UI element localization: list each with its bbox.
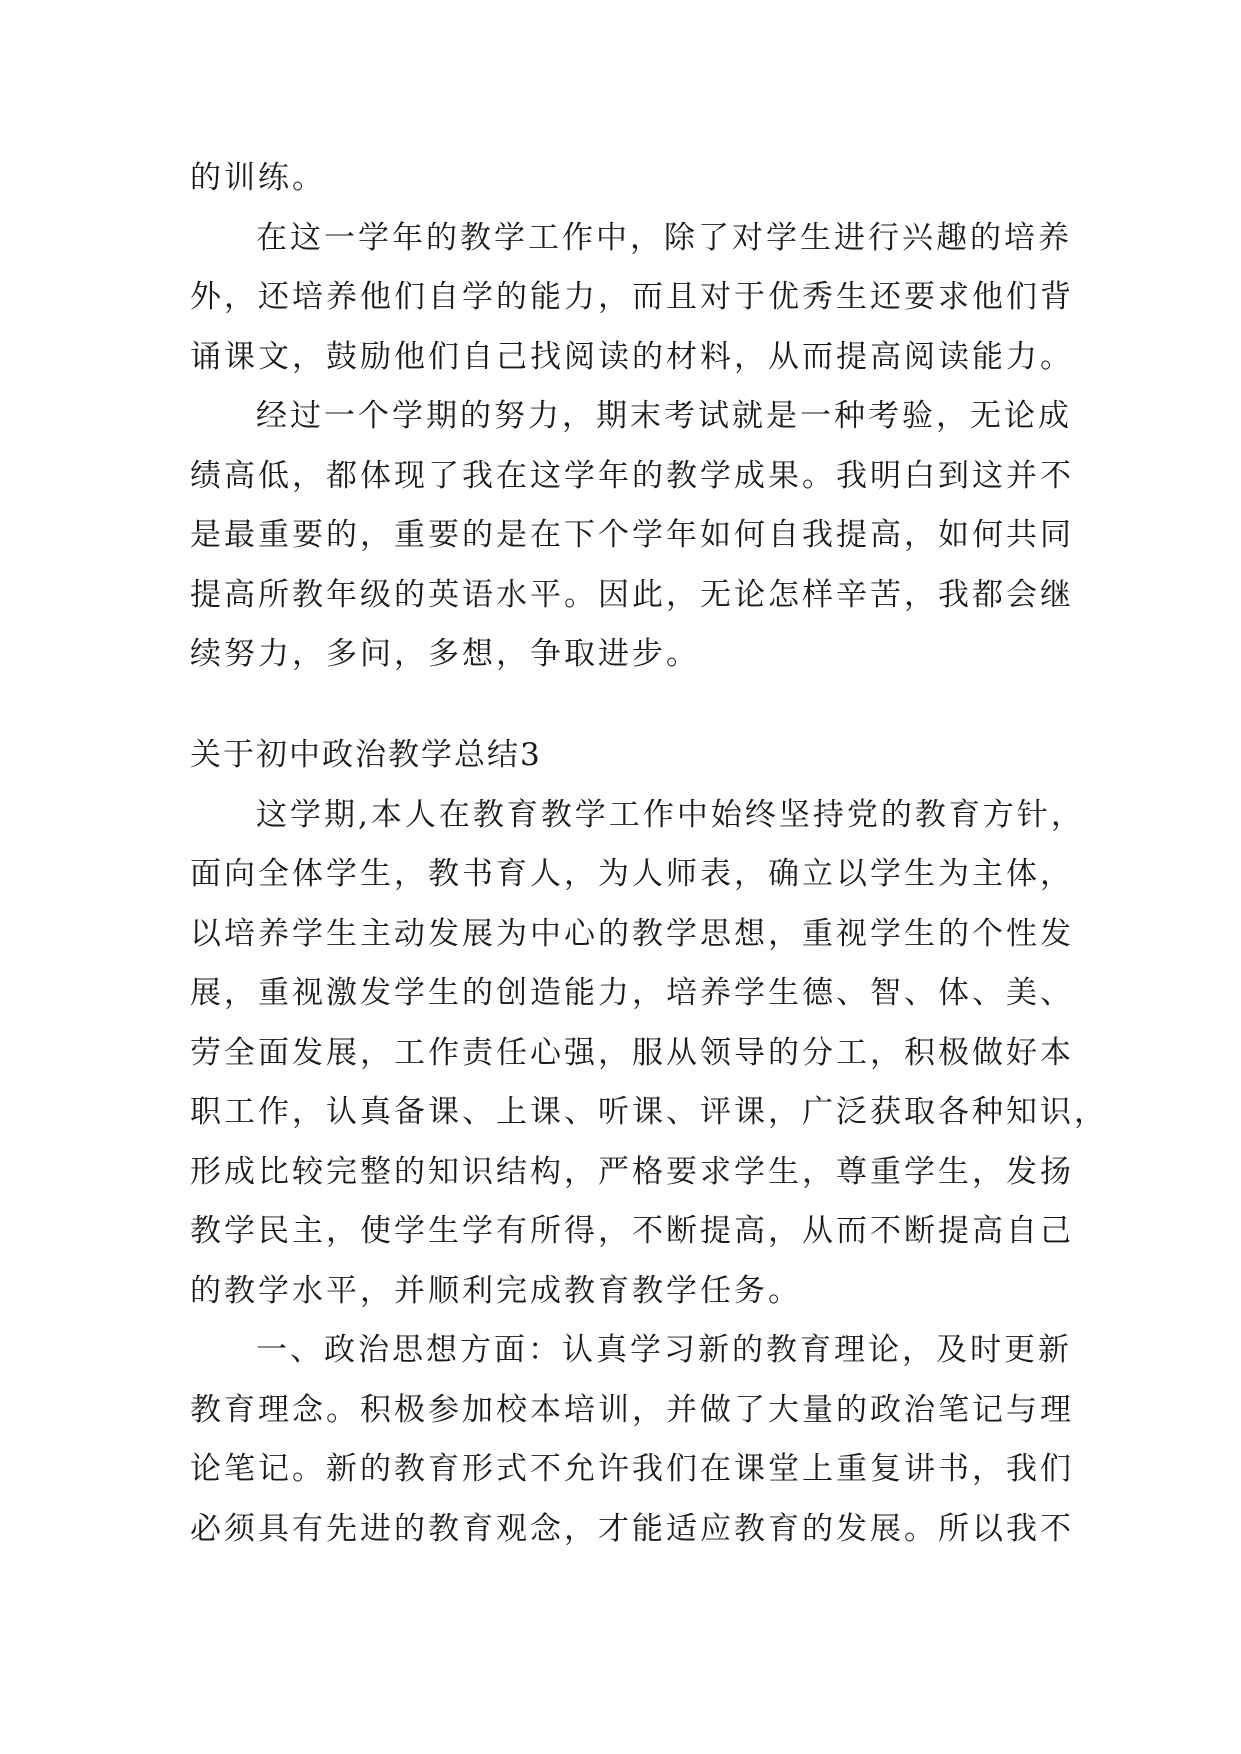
document-body [190,158,1108,1568]
text-line: 职工作，认真备课、上课、听课、评课，广泛获取各种知识， [190,1094,1108,1130]
text-line: 教学民主，使学生学有所得，不断提高，从而不断提高自己 [190,1213,1074,1249]
text-line: 劳全面发展，工作责任心强，服从领导的分工，积极做好本 [190,1034,1074,1071]
paragraph-start-line: 一、政治思想方面：认真学习新的教育理论，及时更新 [256,1332,1072,1368]
text-line: 论笔记。新的教育形式不允许我们在课堂上重复讲书，我们 [190,1451,1074,1487]
text-line: 必须具有先进的教育观念，才能适应教育的发展。所以我不 [190,1510,1074,1547]
paragraph-start-line: 这学期,本人在教育教学工作中始终坚持党的教育方针， [256,796,1085,833]
text-line: 提高所教年级的英语水平。因此，无论怎样辛苦，我都会继 [190,576,1074,613]
text-line: 的训练。 [190,160,326,196]
text-line: 续努力，多问，多想，争取进步。 [190,636,700,672]
text-line: 绩高低，都体现了我在这学年的教学成果。我明白到这并不 [190,457,1074,494]
text-line: 是最重要的，重要的是在下个学年如何自我提高，如何共同 [190,517,1074,553]
text-line: 以培养学生主动发展为中心的教学思想，重视学生的个性发 [190,915,1074,952]
text-line: 的教学水平，并顺利完成教育教学任务。 [190,1272,802,1309]
text-line: 面向全体学生，教书育人，为人师表，确立以学生为主体， [190,856,1074,892]
paragraph-start-line: 在这一学年的教学工作中，除了对学生进行兴趣的培养 [256,219,1072,256]
section-heading: 关于初中政治教学总结3 [190,737,542,773]
text-line: 外，还培养他们自学的能力，而且对于优秀生还要求他们背 [190,279,1074,315]
text-line: 教育理念。积极参加校本培训，并做了大量的政治笔记与理 [190,1391,1074,1428]
paragraph-start-line: 经过一个学期的努力，期末考试就是一种考验，无论成 [256,398,1072,434]
text-line: 形成比较完整的知识结构，严格要求学生，尊重学生，发扬 [190,1153,1074,1190]
text-line: 展，重视激发学生的创造能力，培养学生德、智、体、美、 [190,975,1074,1011]
text-line: 诵课文，鼓励他们自己找阅读的材料，从而提高阅读能力。 [190,338,1074,375]
